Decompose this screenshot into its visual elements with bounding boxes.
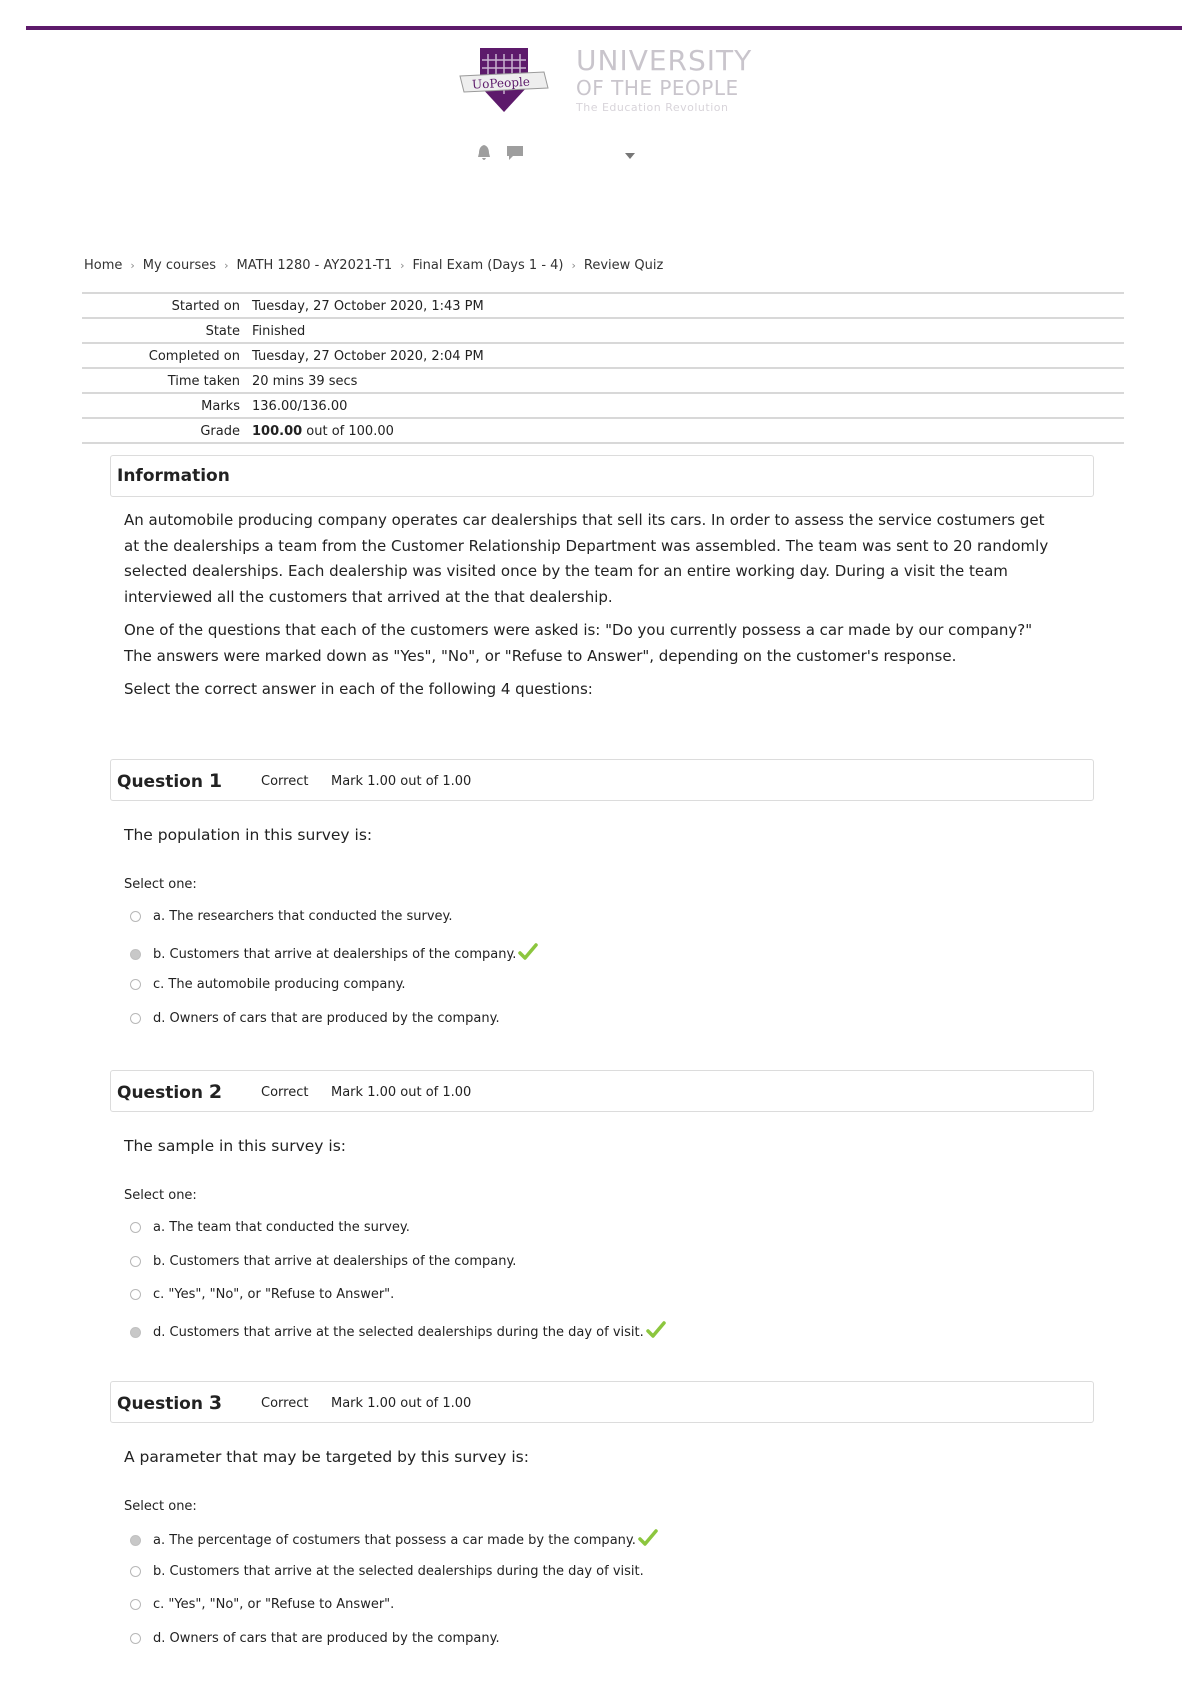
select-one-label: Select one: xyxy=(124,1188,197,1203)
information-paragraph: Select the correct answer in each of the following 4 questions: xyxy=(124,680,593,698)
answer-label: a. The researchers that conducted the survey. xyxy=(153,909,453,924)
answer-option-selected[interactable] xyxy=(130,943,538,965)
question-label: Question xyxy=(117,772,203,792)
quiz-summary-table xyxy=(82,292,1124,444)
answer-option[interactable] xyxy=(130,1564,644,1579)
summary-value: 136.00/136.00 xyxy=(252,398,348,414)
answer-option-selected[interactable] xyxy=(130,1321,666,1343)
radio-button[interactable] xyxy=(130,1256,141,1267)
question-label: Question xyxy=(117,1083,203,1103)
radio-button[interactable] xyxy=(130,1566,141,1577)
answer-label: d. Owners of cars that are produced by the company. xyxy=(153,1011,500,1026)
correct-check-icon xyxy=(646,1321,666,1343)
summary-label: State xyxy=(205,323,240,339)
grade-label: Grade xyxy=(200,423,240,439)
question-1-text: The population in this survey is: xyxy=(124,826,373,844)
university-logo[interactable] xyxy=(458,42,758,122)
radio-button[interactable] xyxy=(130,1289,141,1300)
summary-label: Completed on xyxy=(148,348,240,364)
question-label: Question xyxy=(117,1394,203,1414)
svg-text:UoPeople: UoPeople xyxy=(471,74,531,92)
user-toolbar xyxy=(470,144,650,168)
radio-button[interactable] xyxy=(130,911,141,922)
grade-value: 100.00 xyxy=(252,423,303,439)
summary-row xyxy=(82,293,1124,318)
radio-button-selected[interactable] xyxy=(130,1327,141,1338)
shield-logo-icon xyxy=(458,42,558,118)
radio-button[interactable] xyxy=(130,1599,141,1610)
question-mark: Mark 1.00 out of 1.00 xyxy=(331,1085,472,1100)
answer-label: b. Customers that arrive at dealerships of the company. xyxy=(153,1254,517,1269)
question-mark: Mark 1.00 out of 1.00 xyxy=(331,1396,472,1411)
question-2-text: The sample in this survey is: xyxy=(124,1137,346,1155)
university-line-2: OF THE PEOPLE xyxy=(576,76,739,100)
summary-value: Finished xyxy=(252,323,306,339)
question-title xyxy=(117,770,222,792)
chevron-right-icon: › xyxy=(224,259,229,272)
breadcrumb-review[interactable]: Review Quiz xyxy=(583,258,664,273)
caret-down-icon[interactable] xyxy=(624,146,636,165)
university-line-1: UNIVERSITY xyxy=(576,44,753,77)
summary-label: Time taken xyxy=(167,373,240,389)
radio-button-selected[interactable] xyxy=(130,1535,141,1546)
answer-label: d. Customers that arrive at the selected dealerships during the day of visit. xyxy=(153,1324,644,1340)
university-tagline: The Education Revolution xyxy=(576,101,729,114)
answer-option[interactable] xyxy=(130,1287,394,1302)
radio-button[interactable] xyxy=(130,979,141,990)
question-number: 1 xyxy=(208,770,223,792)
answer-label: b. Customers that arrive at the selected dealerships during the day of visit. xyxy=(153,1564,644,1579)
answer-option[interactable] xyxy=(130,1254,516,1269)
information-panel xyxy=(110,455,1094,497)
summary-value: Tuesday, 27 October 2020, 1:43 PM xyxy=(252,298,484,314)
summary-value: Tuesday, 27 October 2020, 2:04 PM xyxy=(252,348,484,364)
answer-option[interactable] xyxy=(130,977,406,992)
radio-button[interactable] xyxy=(130,1222,141,1233)
radio-button[interactable] xyxy=(130,1013,141,1024)
select-one-label: Select one: xyxy=(124,877,197,892)
radio-button-selected[interactable] xyxy=(130,949,141,960)
breadcrumb-quiz[interactable]: Final Exam (Days 1 - 4) xyxy=(412,258,564,273)
answer-label: b. Customers that arrive at dealerships of the company. xyxy=(153,946,517,962)
summary-row xyxy=(82,343,1124,368)
answer-option[interactable] xyxy=(130,1011,500,1026)
answer-label: d. Owners of cars that are produced by the company. xyxy=(153,1631,500,1646)
answer-label: c. The automobile producing company. xyxy=(153,977,406,992)
answer-label: a. The team that conducted the survey. xyxy=(153,1220,410,1235)
correct-check-icon xyxy=(638,1529,658,1551)
question-mark: Mark 1.00 out of 1.00 xyxy=(331,774,472,789)
answer-option[interactable] xyxy=(130,909,453,924)
top-accent-line xyxy=(26,26,1182,30)
summary-value: 20 mins 39 secs xyxy=(252,373,358,389)
information-paragraph: An automobile producing company operates car dealerships that sell its cars. In order to assess the service costumers get at the dealerships a team from the Customer Relationship Department was assembled. The team was sent to 20 randomly selected dealerships. Each dealership was visited once by the team for an entire working day. During a visit the team interviewed all the customers that arrived at the that dealership. xyxy=(124,511,1049,606)
select-one-label: Select one: xyxy=(124,1499,197,1514)
chevron-right-icon: › xyxy=(400,259,405,272)
question-3-header xyxy=(110,1381,1094,1423)
question-number: 3 xyxy=(208,1392,223,1414)
information-text xyxy=(124,508,1064,711)
summary-row xyxy=(82,368,1124,393)
summary-label: Started on xyxy=(171,298,240,314)
information-paragraph: One of the questions that each of the customers were asked is: "Do you currently possess a car made by our company?" The answers were marked down as "Yes", "No", or "Refuse to Answer", depending on the customer's response. xyxy=(124,621,1033,665)
grade-suffix: out of 100.00 xyxy=(302,423,394,439)
breadcrumb-course[interactable]: MATH 1280 - AY2021-T1 xyxy=(236,258,393,273)
answer-option-selected[interactable] xyxy=(130,1529,658,1551)
answer-option[interactable] xyxy=(130,1597,394,1612)
correct-check-icon xyxy=(518,943,538,965)
summary-row xyxy=(82,393,1124,418)
question-2-header xyxy=(110,1070,1094,1112)
answer-label: c. "Yes", "No", or "Refuse to Answer". xyxy=(153,1597,395,1612)
answer-option[interactable] xyxy=(130,1631,500,1646)
question-state: Correct xyxy=(261,1396,309,1411)
breadcrumb-home[interactable]: Home xyxy=(84,258,123,273)
breadcrumb xyxy=(84,258,663,274)
breadcrumb-my-courses[interactable]: My courses xyxy=(142,258,217,273)
university-wordmark xyxy=(576,46,752,116)
question-title xyxy=(117,1392,222,1414)
answer-label: a. The percentage of costumers that possess a car made by the company. xyxy=(153,1532,636,1548)
chevron-right-icon: › xyxy=(571,259,576,272)
chat-icon[interactable] xyxy=(506,144,524,166)
answer-option[interactable] xyxy=(130,1220,410,1235)
summary-label: Marks xyxy=(201,398,240,414)
bell-icon[interactable] xyxy=(476,144,492,166)
question-state: Correct xyxy=(261,774,309,789)
question-title xyxy=(117,1081,222,1103)
chevron-right-icon: › xyxy=(130,259,135,272)
question-1-header xyxy=(110,759,1094,801)
question-number: 2 xyxy=(208,1081,223,1103)
answer-label: c. "Yes", "No", or "Refuse to Answer". xyxy=(153,1287,395,1302)
summary-row-grade xyxy=(82,418,1124,443)
radio-button[interactable] xyxy=(130,1633,141,1644)
information-title: Information xyxy=(117,466,230,486)
question-state: Correct xyxy=(261,1085,309,1100)
summary-row xyxy=(82,318,1124,343)
grade-cell xyxy=(252,418,1124,443)
question-3-text: A parameter that may be targeted by this survey is: xyxy=(124,1448,529,1466)
